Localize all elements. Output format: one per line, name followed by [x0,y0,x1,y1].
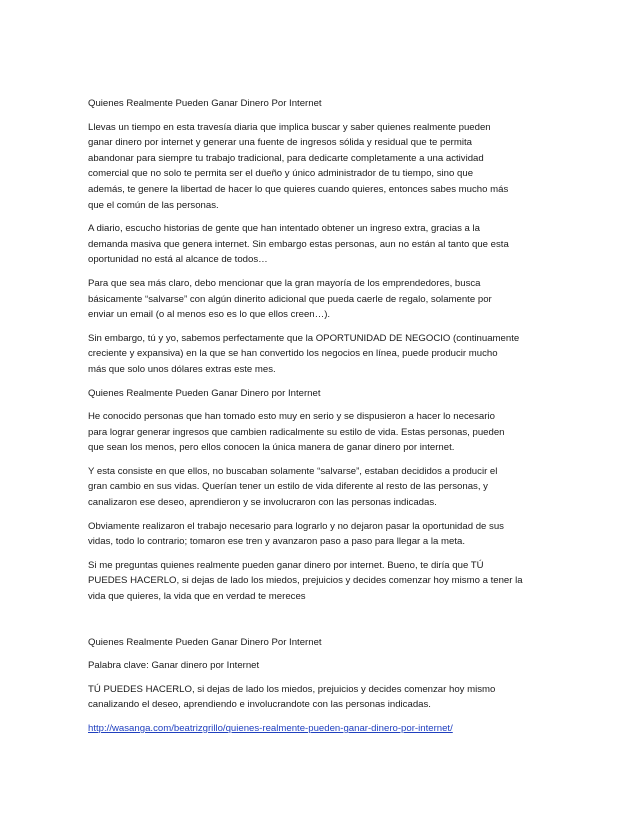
paragraph-2-line: oportunidad no está al alcance de todos… [88,254,268,266]
keyword-line: Palabra clave: Ganar dinero por Internet [88,660,260,672]
paragraph-3-line: Para que sea más claro, debo mencionar que la gran mayoría de los emprendedores, busca [88,277,481,289]
paragraph-1-line: además, te genere la libertad de hacer lo que quieres cuando quieres, entonces sabes mucho más [88,183,509,195]
paragraph-6 [88,464,552,511]
paragraph-7-line: vidas, todo lo contrario; tomaron ese tren y avanzaron paso a paso para llegar a la meta. [88,536,466,548]
paragraph-1 [88,120,552,214]
paragraph-6-line: gran cambio en sus vidas. Querían tener un estilo de vida diferente al resto de las personas, y [88,481,488,493]
paragraph-1-line: que el común de las personas. [88,199,219,211]
paragraph-1-line: Llevas un tiempo en esta travesía diaria que implica buscar y saber quienes realmente pueden [88,121,491,133]
paragraph-4 [88,331,552,378]
paragraph-4-line: Sin embargo, tú y yo, sabemos perfectamente que la OPORTUNIDAD DE NEGOCIO (continuamente [88,332,520,344]
paragraph-5 [88,409,552,456]
paragraph-5-line: He conocido personas que han tomado esto muy en serio y se dispusieron a hacer lo necesario [88,411,495,423]
paragraph-5-line: para lograr generar ingresos que cambien radicalmente su estilo de vida. Estas personas, pueden [88,426,505,438]
paragraph-8-line: PUEDES HACERLO, si dejas de lado los miedos, prejuicios y decides comenzar hoy mismo a tener la [88,575,523,587]
paragraph-8 [88,558,552,605]
paragraph-8-line: vida que quieres, la vida que en verdad te mereces [88,591,306,603]
paragraph-2-line: A diario, escucho historias de gente que han intentado obtener un ingreso extra, gracias a la [88,223,481,235]
paragraph-3-line: enviar un email (o al menos eso es lo que ellos creen…). [88,309,331,321]
paragraph-6-line: Y esta consiste en que ellos, no buscaban solamente “salvarse”, estaban decididos a producir el [88,465,498,477]
paragraph-9-line: TÚ PUEDES HACERLO, si dejas de lado los miedos, prejuicios y decides comenzar hoy mismo [88,683,496,695]
heading-3: Quienes Realmente Pueden Ganar Dinero Por Internet [88,636,322,648]
paragraph-1-line: abandonar para siempre tu trabajo tradicional, para dedicarte completamente a una actividad [88,152,484,164]
paragraph-7 [88,519,552,550]
document-body [88,96,552,745]
paragraph-1-line: comercial que no solo te permita ser el dueño y único administrador de tu tiempo, sino que [88,168,474,180]
paragraph-9 [88,682,552,713]
paragraph-5-line: que sean los menos, pero ellos conocen la única manera de ganar dinero por internet. [88,442,455,454]
heading-2: Quienes Realmente Pueden Ganar Dinero por Internet [88,387,321,399]
paragraph-6-line: canalizaron ese deseo, aprendieron y se involucraron con las personas indicadas. [88,497,437,509]
paragraph-2-line: demanda masiva que genera internet. Sin embargo estas personas, aun no están al tanto que esta [88,238,509,250]
paragraph-3-line: básicamente “salvarse” con algún dinerito adicional que pueda caerle de regalo, solamente por [88,293,492,305]
paragraph-4-line: creciente y expansiva) en la que se han convertido los negocios en línea, puede producir mucho [88,348,498,360]
blank-space [88,613,552,635]
heading-1: Quienes Realmente Pueden Ganar Dinero Por Internet [88,98,322,109]
paragraph-1-line: ganar dinero por internet y generar una fuente de ingresos sólida y residual que te permita [88,137,472,149]
paragraph-3 [88,276,552,323]
paragraph-4-line: más que solo unos dólares extras este mes. [88,363,276,375]
paragraph-7-line: Obviamente realizaron el trabajo necesario para lograrlo y no dejaron pasar la oportunidad de sus [88,520,504,532]
source-link[interactable]: http://wasanga.com/beatrizgrillo/quienes-realmente-pueden-ganar-dinero-por-internet/ [88,723,453,734]
link-line [88,721,552,737]
paragraph-9-line: canalizando el deseo, aprendiendo e involucrandote con las personas indicadas. [88,699,431,711]
paragraph-8-line: Si me preguntas quienes realmente pueden ganar dinero por internet. Bueno, te diría que TÚ [88,559,484,571]
paragraph-2 [88,221,552,268]
